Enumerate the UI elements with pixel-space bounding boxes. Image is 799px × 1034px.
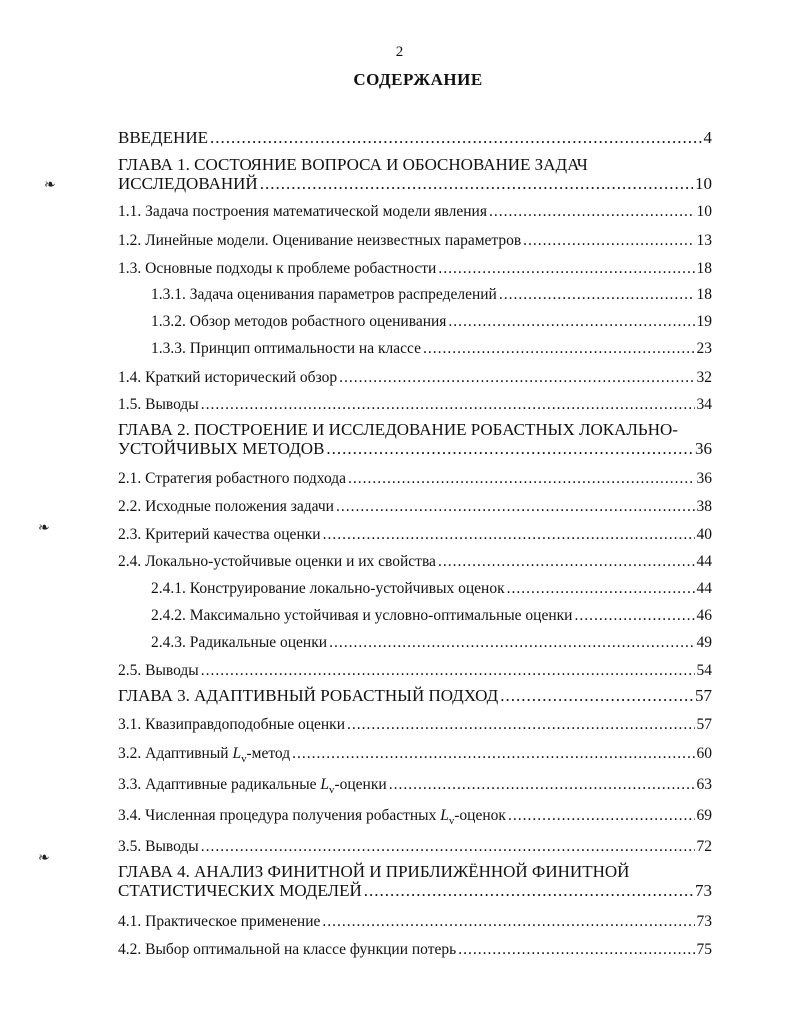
toc-entry-chapter-4[interactable] (118, 862, 712, 900)
toc-entry-2-4-3[interactable] (151, 634, 712, 652)
toc-entry-page: 10 (695, 174, 712, 193)
toc-entry-title: 4.2. Выбор оптимальной на классе функции потерь (118, 941, 457, 958)
toc-entry-title: 4.1. Практическое применение (118, 913, 321, 930)
toc-entry-1-1[interactable] (118, 203, 712, 221)
toc-entry-3-5[interactable] (118, 838, 712, 856)
toc-entry-title-line1: ГЛАВА 2. ПОСТРОЕНИЕ И ИССЛЕДОВАНИЕ РОБАСТНЫХ ЛОКАЛЬНО- (118, 420, 678, 439)
toc-entry-page: 73 (695, 881, 712, 900)
toc-entry-1-4[interactable] (118, 369, 712, 387)
toc-entry-page: 18 (696, 286, 712, 303)
toc-entry-page: 34 (696, 396, 712, 413)
toc-entry-title: 2.2. Исходные положения задачи (118, 498, 334, 515)
scan-mark: ❧ (38, 851, 50, 866)
toc-entry-1-5[interactable] (118, 396, 712, 414)
toc-entry-title: 2.4.1. Конструирование локально-устойчивых оценок (151, 580, 505, 597)
toc-entry-page: 18 (696, 260, 712, 277)
math-symbol: $L_v$ (440, 807, 455, 828)
toc-entry-page: 44 (696, 553, 712, 570)
toc-entry-title: 3.2. Адаптивный (118, 745, 233, 762)
toc-entry-title: 3.5. Выводы (118, 838, 199, 855)
toc-entry-4-2[interactable] (118, 941, 712, 959)
toc-entry-title: ИССЛЕДОВАНИЙ (118, 174, 258, 193)
toc-entry-title: 3.4. Численная процедура получения робастных (118, 807, 441, 824)
scan-mark: ❧ (38, 521, 50, 536)
toc-entry-4-1[interactable] (118, 913, 712, 931)
toc-entry-page: 69 (696, 807, 712, 824)
toc-entry-page: 19 (696, 313, 712, 330)
toc-entry-page: 36 (695, 439, 712, 458)
toc-entry-page: 57 (696, 716, 712, 733)
toc-entry-title: 1.2. Линейные модели. Оценивание неизвестных параметров (118, 232, 522, 249)
toc-entry-title: 1.1. Задача построения математической модели явления (118, 203, 487, 220)
toc-entry-title-suffix: -оценок (454, 807, 506, 824)
toc-entry-3-1[interactable] (118, 716, 712, 734)
toc-entry-title: ГЛАВА 3. АДАПТИВНЫЙ РОБАСТНЫЙ ПОДХОД (118, 686, 499, 705)
toc-entry-title: 1.3. Основные подходы к проблеме робастности (118, 260, 437, 277)
toc-entry-title-line1: ГЛАВА 4. АНАЛИЗ ФИНИТНОЙ И ПРИБЛИЖЁННОЙ ФИНИТНОЙ (118, 862, 630, 881)
toc-entry-1-3[interactable] (118, 260, 712, 278)
toc-entry-title-suffix: -метод (246, 745, 291, 762)
toc-entry-chapter-1[interactable] (118, 155, 712, 193)
toc-entry-title: 1.4. Краткий исторический обзор (118, 369, 338, 386)
toc-entry-title: 1.3.1. Задача оценивания параметров распределений (151, 286, 497, 303)
toc-entry-title: 2.1. Стратегия робастного подхода (118, 470, 347, 487)
toc-entry-title: 1.5. Выводы (118, 396, 199, 413)
toc-entry-page: 46 (696, 607, 712, 624)
toc-entry-page: 75 (696, 941, 712, 958)
toc-entry-3-3[interactable] (118, 776, 712, 799)
toc-entry-page: 32 (696, 369, 712, 386)
toc-entry-title: 2.4.3. Радикальные оценки (151, 634, 328, 651)
toc-entry-2-3[interactable] (118, 526, 712, 544)
toc-entry-2-4[interactable] (118, 553, 712, 571)
page-title: СОДЕРЖАНИЕ (353, 70, 483, 89)
toc-entry-page: 23 (696, 340, 712, 357)
toc-entry-1-3-3[interactable] (151, 340, 712, 358)
toc-entry-title: 2.4.2. Максимально устойчивая и условно-оптимальные оценки (151, 607, 573, 624)
toc-entry-page: 54 (696, 662, 712, 679)
toc-entry-page: 13 (696, 232, 712, 249)
toc-entry-title: 2.5. Выводы (118, 662, 199, 679)
toc-entry-page: 60 (696, 745, 712, 762)
math-symbol: $L_v$ (320, 776, 335, 797)
toc-entry-title-line1: ГЛАВА 1. СОСТОЯНИЕ ВОПРОСА И ОБОСНОВАНИЕ ЗАДАЧ (118, 155, 588, 174)
toc-entry-2-4-2[interactable] (151, 607, 712, 625)
toc-entry-title: 3.3. Адаптивные радикальные (118, 776, 321, 793)
toc-entry-title: УСТОЙЧИВЫХ МЕТОДОВ (118, 439, 325, 458)
toc-entry-title: 2.4. Локально-устойчивые оценки и их свойства (118, 553, 436, 570)
toc-entry-2-2[interactable] (118, 498, 712, 516)
toc-entry-chapter-3[interactable] (118, 686, 712, 705)
toc-entry-3-2[interactable] (118, 745, 712, 768)
math-symbol: $L_v$ (232, 745, 247, 766)
toc-entry-page: 38 (696, 498, 712, 515)
toc-entry-page: 73 (696, 913, 712, 930)
toc-entry-intro[interactable] (118, 128, 712, 147)
toc-entry-chapter-2[interactable] (118, 420, 712, 458)
toc-entry-2-5[interactable] (118, 662, 712, 680)
toc-entry-3-4[interactable] (118, 807, 712, 830)
toc-entry-title: СТАТИСТИЧЕСКИХ МОДЕЛЕЙ (118, 881, 362, 900)
toc-entry-1-3-2[interactable] (151, 313, 712, 331)
scan-mark: ❧ (44, 178, 56, 193)
toc-entry-title: 3.1. Квазиправдоподобные оценки (118, 716, 345, 733)
toc-entry-title-suffix: -оценки (334, 776, 387, 793)
toc-entry-title: ВВЕДЕНИЕ (118, 128, 208, 147)
toc-entry-page: 49 (696, 634, 712, 651)
toc-entry-2-4-1[interactable] (151, 580, 712, 598)
toc-entry-2-1[interactable] (118, 470, 712, 488)
toc-entry-page: 57 (695, 686, 712, 705)
toc-entry-title: 1.3.2. Обзор методов робастного оценивания (151, 313, 447, 330)
toc-entry-page: 4 (703, 128, 712, 147)
toc-entry-1-2[interactable] (118, 232, 712, 250)
toc-entry-page: 63 (696, 776, 712, 793)
toc-entry-page: 72 (696, 838, 712, 855)
toc-entry-page: 44 (696, 580, 712, 597)
page-number: 2 (395, 44, 404, 60)
toc-entry-page: 36 (696, 470, 712, 487)
toc-entry-1-3-1[interactable] (151, 286, 712, 304)
toc-entry-title: 1.3.3. Принцип оптимальности на классе (151, 340, 421, 357)
toc-entry-page: 10 (696, 203, 712, 220)
toc-entry-title: 2.3. Критерий качества оценки (118, 526, 321, 543)
toc-entry-page: 40 (696, 526, 712, 543)
